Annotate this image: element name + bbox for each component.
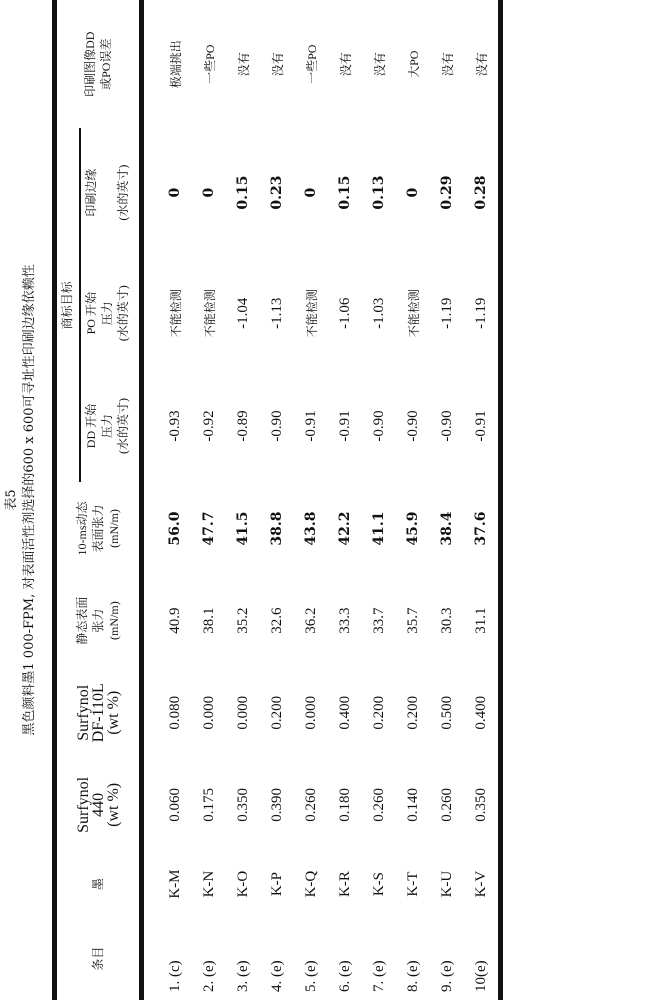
cell-error: 没有 <box>372 52 387 77</box>
cell-dd: -0.91 <box>302 410 319 442</box>
cell-po: 不能检测 <box>406 289 421 338</box>
cell-item: 4. (e) <box>268 960 285 992</box>
cell-item: 3. (e) <box>234 960 251 992</box>
table-row <box>142 0 193 1000</box>
cell-ink: K-N <box>200 870 217 898</box>
cell-s440: 0.140 <box>404 788 421 822</box>
cell-df110l: 0.500 <box>438 695 455 730</box>
cell-static: 40.9 <box>142 575 193 667</box>
cell-error: 没有 <box>270 52 285 77</box>
cell-dynamic: 38.8 <box>269 511 285 546</box>
cell-item: 10(e) <box>464 917 501 1000</box>
cell-s440: 0.180 <box>336 788 353 822</box>
header-ink: 墨 <box>91 878 105 891</box>
cell-df110l: 0.080 <box>142 667 193 759</box>
header-static-surface-tension: 静态表面 张力 (mN/m) <box>75 596 121 645</box>
cell-error: 极端挑出 <box>142 0 193 128</box>
cell-df110l: 0.000 <box>302 695 319 730</box>
cell-item: 8. (e) <box>404 960 421 992</box>
table-row <box>464 0 501 1000</box>
cell-static: 33.3 <box>336 607 353 634</box>
cell-dynamic: 42.2 <box>337 511 353 546</box>
cell-dd: -0.91 <box>336 410 353 442</box>
cell-po: 不能检测 <box>304 289 319 338</box>
cell-s440: 0.260 <box>370 788 387 822</box>
cell-s440: 0.350 <box>464 759 501 851</box>
cell-dd: -0.90 <box>438 410 455 442</box>
cell-item: 5. (e) <box>302 960 319 992</box>
cell-s440: 0.260 <box>438 788 455 822</box>
cell-s440: 0.260 <box>302 788 319 822</box>
cell-po: 不能检测 <box>142 257 193 370</box>
cell-error: 没有 <box>338 52 353 77</box>
table-row <box>226 0 260 1000</box>
table-number: 表5 <box>4 489 19 511</box>
header-item: 条目 <box>91 946 105 971</box>
cell-error: 没有 <box>236 52 251 77</box>
cell-static: 36.2 <box>302 607 319 634</box>
cell-dynamic: 43.8 <box>303 511 319 546</box>
cell-dd: -0.92 <box>200 410 217 442</box>
cell-static: 35.7 <box>404 607 421 634</box>
cell-static: 35.2 <box>234 607 251 634</box>
cell-dynamic: 56.0 <box>142 482 193 574</box>
cell-dd: -0.90 <box>370 410 387 442</box>
cell-dynamic: 38.4 <box>439 511 455 546</box>
table-row <box>430 0 464 1000</box>
cell-po: -1.06 <box>336 297 353 329</box>
cell-s440: 0.390 <box>268 788 285 822</box>
cell-ink: K-S <box>370 871 387 897</box>
cell-dd: -0.90 <box>268 410 285 442</box>
cell-df110l: 0.000 <box>200 695 217 730</box>
cell-item: 1. (c) <box>142 917 193 1000</box>
cell-dynamic: 47.7 <box>201 511 217 546</box>
cell-item: 6. (e) <box>336 960 353 992</box>
cell-edge: 0.13 <box>371 175 387 210</box>
cell-ink: K-M <box>142 851 193 917</box>
cell-df110l: 0.200 <box>370 695 387 730</box>
cell-dynamic: 37.6 <box>464 482 501 574</box>
table-row <box>362 0 396 1000</box>
cell-s440: 0.175 <box>200 788 217 822</box>
table-row <box>396 0 430 1000</box>
data-table <box>52 0 503 1000</box>
cell-dd: -0.91 <box>464 370 501 483</box>
cell-item: 9. (e) <box>438 960 455 992</box>
cell-edge: 0 <box>201 187 217 198</box>
cell-error: 一些PO <box>304 44 319 84</box>
cell-s440: 0.350 <box>234 788 251 822</box>
cell-po: -1.03 <box>370 297 387 329</box>
header-dynamic-surface-tension: 10-ms动态 表面张力 (mN/m) <box>75 501 121 556</box>
cell-ink: K-Q <box>302 870 319 898</box>
cell-dynamic: 45.9 <box>405 511 421 546</box>
cell-dd: -0.89 <box>234 410 251 442</box>
cell-static: 31.1 <box>464 575 501 667</box>
cell-error: 一些PO <box>202 44 217 84</box>
cell-dd: -0.93 <box>142 370 193 483</box>
cell-ink: K-V <box>464 851 501 917</box>
header-print-error: 印刷图像DD 或PO误差 <box>83 31 113 97</box>
cell-ink: K-R <box>336 871 353 897</box>
cell-edge: 0.29 <box>439 175 455 210</box>
cell-dynamic: 41.1 <box>371 511 387 546</box>
cell-error: 没有 <box>464 0 501 128</box>
cell-po: -1.19 <box>438 297 455 329</box>
table-row <box>260 0 294 1000</box>
cell-static: 38.1 <box>200 607 217 634</box>
cell-error: 大PO <box>406 50 421 78</box>
table-row <box>192 0 226 1000</box>
cell-df110l: 0.200 <box>268 695 285 730</box>
cell-static: 32.6 <box>268 607 285 634</box>
cell-error: 没有 <box>440 52 455 77</box>
cell-dynamic: 41.5 <box>235 511 251 546</box>
cell-po: 不能检测 <box>202 289 217 338</box>
cell-df110l: 0.400 <box>336 695 353 730</box>
cell-item: 2. (e) <box>200 960 217 992</box>
cell-df110l: 0.400 <box>464 667 501 759</box>
table-body <box>142 0 501 1000</box>
cell-po: -1.19 <box>464 257 501 370</box>
cell-edge: 0.23 <box>269 175 285 210</box>
cell-item: 7. (e) <box>370 960 387 992</box>
cell-dd: -0.90 <box>404 410 421 442</box>
cell-static: 33.7 <box>370 607 387 634</box>
header-surfynol-df110l: Surfynol DF-110L (wt %) <box>74 683 122 743</box>
cell-static: 30.3 <box>438 607 455 634</box>
cell-ink: K-P <box>268 871 285 897</box>
cell-df110l: 0.000 <box>234 695 251 730</box>
cell-edge: 0.15 <box>337 175 353 210</box>
header-surfynol-440: Surfynol 440 (wt %) <box>74 776 122 833</box>
cell-edge: 0 <box>303 187 319 198</box>
table-row <box>328 0 362 1000</box>
header-dd-start-pressure: DD 开始 压力 (水的英寸) <box>84 398 130 455</box>
header-group-target: 商标目标 <box>57 128 80 482</box>
header-print-edge: 印刷边缘 (水的英寸) <box>84 164 130 221</box>
cell-edge: 0 <box>405 187 421 198</box>
cell-po: -1.13 <box>268 297 285 329</box>
cell-edge: 0.28 <box>464 128 501 256</box>
cell-ink: K-U <box>438 870 455 898</box>
cell-po: -1.04 <box>234 297 251 329</box>
cell-ink: K-T <box>404 871 421 897</box>
table-row <box>294 0 328 1000</box>
cell-df110l: 0.200 <box>404 695 421 730</box>
table-title: 黑色颜料墨1 000-FPM, 对表面活性剂选择的600 x 600可寻址性印刷边缘依赖性 <box>22 264 37 736</box>
cell-edge: 0.15 <box>235 175 251 210</box>
cell-s440: 0.060 <box>142 759 193 851</box>
cell-edge: 0 <box>142 128 193 256</box>
cell-ink: K-O <box>234 870 251 898</box>
header-po-start-pressure: PO 开始 压力 (水的英寸) <box>84 285 130 342</box>
